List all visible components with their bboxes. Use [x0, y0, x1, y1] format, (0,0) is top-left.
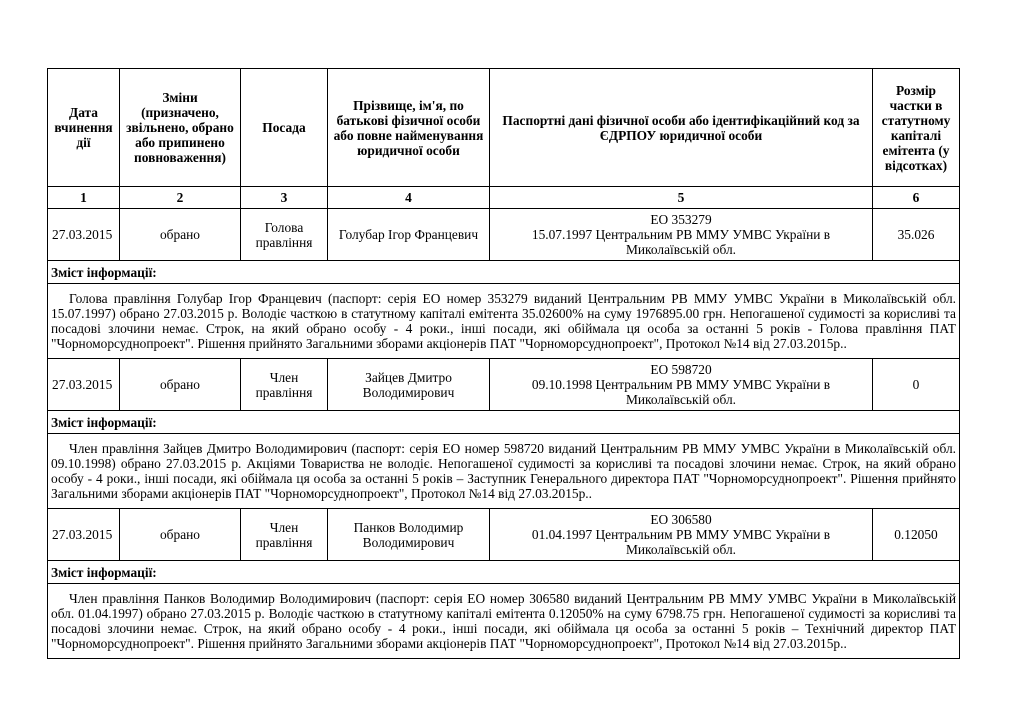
- column-number: 6: [873, 187, 960, 209]
- info-text: Голова правління Голубар Ігор Францевич (паспорт: серія ЕО номер 353279 виданий Центральним РВ ММУ УМВС України в Миколаївській обл. 15.07.1997) обрано 27.03.2015 р. Володіє часткою в статутному капіталі емітента 35.02600% на суму 1976895.00 грн. Непогашеної судимості за корисливі та посадові злочини немає. Строк, на який обрано особу - 4 роки., інші посади, які обіймала ця особа за останні 5 років - Голова правління ПАТ "Чорноморсуднопроект". Рішення прийнято Загальними зборами акціонерів ПАТ "Чорноморсуднопроект", Протокол №14 від 27.03.2015р..: [51, 291, 956, 351]
- info-label-row: [48, 411, 960, 434]
- passport-number: ЕО 353279: [650, 212, 712, 227]
- info-text-row: [48, 284, 960, 359]
- info-label: Зміст інформації:: [48, 411, 960, 434]
- info-label: Зміст інформації:: [48, 261, 960, 284]
- column-number: 1: [48, 187, 120, 209]
- column-number: 4: [328, 187, 490, 209]
- header-position: Посада: [241, 69, 328, 187]
- officials-change-table: [47, 68, 960, 659]
- passport-cell: [490, 209, 873, 261]
- column-number: 2: [120, 187, 241, 209]
- info-cell: [48, 284, 960, 359]
- passport-issue-details: 01.04.1997 Центральним РВ ММУ УМВС України в Миколаївській обл.: [531, 527, 831, 557]
- info-text-row: [48, 434, 960, 509]
- info-label-row: [48, 261, 960, 284]
- info-cell: [48, 584, 960, 659]
- info-text: Член правління Панков Володимир Володимирович (паспорт: серія ЕО номер 306580 виданий Центральним РВ ММУ УМВС України в Миколаївській обл. 01.04.1997) обрано 27.03.2015 р. Володіє часткою в статутному капіталі емітента 0.12050% на суму 6798.75 грн. Непогашеної судимості за корисливі та посадові злочини немає. Строк, на який обрано особу - 4 роки., інші посади, які обіймала ця особа за останні 5 років – Технічний директор ПАТ "Чорноморсуднопроект". Рішення прийнято Загальними зборами акціонерів ПАТ "Чорноморсуднопроект", Протокол №14 від 27.03.2015р..: [51, 591, 956, 651]
- header-passport-data: Паспортні дані фізичної особи або ідентифікаційний код за ЄДРПОУ юридичної особи: [490, 69, 873, 187]
- change-cell: обрано: [120, 209, 241, 261]
- share-cell: 0: [873, 359, 960, 411]
- passport-issue-details: 09.10.1998 Центральним РВ ММУ УМВС України в Миколаївській обл.: [531, 377, 831, 407]
- full-name-cell: Зайцев Дмитро Володимирович: [328, 359, 490, 411]
- table-header-row: [48, 69, 960, 187]
- share-cell: 35.026: [873, 209, 960, 261]
- position-cell: Член правління: [241, 509, 328, 561]
- column-number: 3: [241, 187, 328, 209]
- change-cell: обрано: [120, 509, 241, 561]
- passport-number: ЕО 306580: [650, 512, 712, 527]
- position-cell: Член правління: [241, 359, 328, 411]
- table-row: [48, 209, 960, 261]
- action-date-cell: 27.03.2015: [48, 209, 120, 261]
- passport-issue-details: 15.07.1997 Центральним РВ ММУ УМВС України в Миколаївській обл.: [531, 227, 831, 257]
- info-label-row: [48, 561, 960, 584]
- info-text-row: [48, 584, 960, 659]
- share-cell: 0.12050: [873, 509, 960, 561]
- column-number-row: [48, 187, 960, 209]
- position-cell: Голова правління: [241, 209, 328, 261]
- info-label: Зміст інформації:: [48, 561, 960, 584]
- full-name-cell: Голубар Ігор Францевич: [328, 209, 490, 261]
- info-cell: [48, 434, 960, 509]
- header-full-name: Прізвище, ім'я, по батькові фізичної особи або повне найменування юридичної особи: [328, 69, 490, 187]
- action-date-cell: 27.03.2015: [48, 509, 120, 561]
- passport-number: ЕО 598720: [650, 362, 712, 377]
- header-action-date: Дата вчинення дії: [48, 69, 120, 187]
- header-change: Зміни (призначено, звільнено, обрано або припинено повноваження): [120, 69, 241, 187]
- header-share-size: Розмір частки в статутному капіталі емітента (у відсотках): [873, 69, 960, 187]
- table-row: [48, 509, 960, 561]
- full-name-cell: Панков Володимир Володимирович: [328, 509, 490, 561]
- change-cell: обрано: [120, 359, 241, 411]
- table-row: [48, 359, 960, 411]
- column-number: 5: [490, 187, 873, 209]
- action-date-cell: 27.03.2015: [48, 359, 120, 411]
- passport-cell: [490, 359, 873, 411]
- passport-cell: [490, 509, 873, 561]
- info-text: Член правління Зайцев Дмитро Володимирович (паспорт: серія ЕО номер 598720 виданий Центральним РВ ММУ УМВС України в Миколаївській обл. 09.10.1998) обрано 27.03.2015 р. Акціями Товариства не володіє. Непогашеної судимості за корисливі та посадові злочини немає. Строк, на який обрано особу - 4 роки., інші посади, які обіймала ця особа за останні 5 років – Заступник Генерального директора ПАТ "Чорноморсуднопроект". Рішення прийнято Загальними зборами акціонерів ПАТ "Чорноморсуднопроект", Протокол №14 від 27.03.2015р..: [51, 441, 956, 501]
